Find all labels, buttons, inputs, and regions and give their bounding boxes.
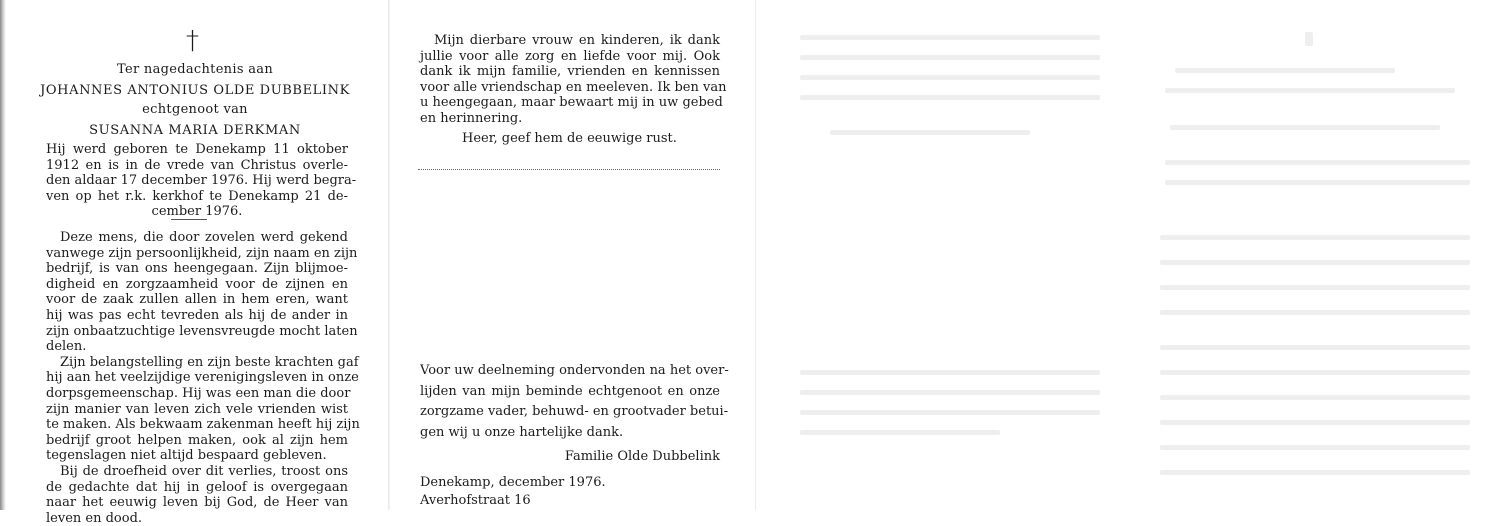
tribute-line: de gedachte dat hij in geloof is overgegaan: [46, 479, 348, 495]
bleed-through-text: [1160, 345, 1470, 350]
tribute-line: voor de zaak zullen allen in hem eren, want: [46, 292, 348, 308]
bio-line: Hij werd geboren te Denekamp 11 oktober: [46, 142, 348, 157]
tribute-line: hij was pas echt tevreden als hij de ander in: [46, 307, 348, 323]
bleed-through-text: [1160, 470, 1470, 475]
spouse-name: SUSANNA MARIA DERKMAN: [89, 123, 301, 138]
bio-line: den aldaar 17 december 1976. Hij werd begra-: [46, 173, 357, 189]
deceased-name: JOHANNES ANTONIUS OLDE DUBBELINK: [40, 83, 350, 98]
tribute-line: Deze mens, die door zovelen werd gekend: [60, 230, 348, 245]
bleed-through-text: [830, 130, 1030, 135]
tribute-paragraph: [46, 230, 360, 526]
tribute-line: zijn onbaatzuchtige levensvreugde mocht laten: [46, 323, 358, 339]
bio-line: 1912 en is in de vrede van Christus overle-: [46, 157, 348, 173]
bleed-through-text: [800, 35, 1100, 40]
tribute-line: naar het eeuwig leven bij God, de Heer van: [46, 495, 348, 511]
farewell-line: en herinnering.: [420, 110, 523, 126]
prayer-line: Heer, geef hem de eeuwige rust.: [462, 131, 677, 146]
card-fold: [388, 0, 390, 510]
bleed-through-text: [800, 410, 1100, 415]
bleed-through-text: [1175, 68, 1395, 73]
bleed-through-text: [1165, 180, 1470, 185]
biography-paragraph: [46, 142, 357, 220]
tribute-line: leven en dood.: [46, 510, 143, 526]
farewell-line: u heengegaan, maar bewaart mij in uw gebed: [420, 95, 723, 111]
bleed-through-text: [1170, 125, 1440, 130]
farewell-line: Mijn dierbare vrouw en kinderen, ik dank: [434, 33, 720, 48]
separator-rule: [171, 219, 207, 220]
tribute-line: Bij de droefheid over dit verlies, troost ons: [60, 463, 348, 479]
thanks-line: gen wij u onze hartelijke dank.: [420, 424, 624, 440]
thanks-paragraph: [420, 361, 729, 443]
tribute-line: vanwege zijn persoonlijkheid, zijn naam en zijn: [46, 245, 358, 261]
bleed-through-text: [800, 95, 1100, 100]
bleed-through-text: [1165, 160, 1470, 165]
bleed-through-text: [1160, 395, 1470, 400]
bleed-through-text: [1160, 285, 1470, 290]
place-date: Denekamp, december 1976.: [420, 475, 606, 490]
spouse-intro: echtgenoot van: [142, 102, 248, 117]
thanks-line: zorgzame vader, behuwd- en grootvader betui-: [420, 404, 729, 419]
bleed-through-text: [800, 55, 1100, 60]
thanks-line: lijden van mijn beminde echtgenoot en onze: [420, 383, 720, 399]
bio-line: cember 1976.: [151, 204, 243, 220]
tribute-line: dorpsgemeenschap. Hij was een man die door: [46, 385, 351, 401]
dotted-separator: [418, 169, 720, 170]
bleed-through-text: [800, 75, 1100, 80]
bleed-through-text: [800, 430, 1000, 435]
bleed-through-text: [1165, 88, 1455, 93]
bleed-through-text: [1160, 420, 1470, 425]
tribute-line: Zijn belangstelling en zijn beste krachten gaf: [60, 354, 359, 370]
bleed-through-cross: [1305, 32, 1313, 46]
family-signature: Familie Olde Dubbelink: [564, 449, 720, 464]
farewell-line: dank ik mijn familie, vrienden en kennissen: [420, 64, 720, 80]
bleed-through-text: [1160, 310, 1470, 315]
tribute-line: te maken. Als bekwaam zakenman heeft hij zijn: [46, 417, 360, 433]
bleed-through-text: [800, 370, 1100, 375]
bleed-through-text: [1160, 235, 1470, 240]
tribute-line: delen.: [46, 339, 87, 355]
farewell-line: voor alle vriendschap en meeleven. Ik ben van: [420, 79, 727, 95]
tribute-line: bedrijf, is van ons heengegaan. Zijn blijmoe-: [46, 261, 348, 277]
tribute-line: tegenslagen niet altijd bespaard gebleven.: [46, 448, 327, 464]
tribute-line: hij aan het veelzijdige verenigingsleven in onze: [46, 370, 359, 386]
card-heading: Ter nagedachtenis aan: [117, 62, 273, 77]
tribute-line: digheid en zorgzaamheid voor de zijnen en: [46, 276, 348, 292]
address: Averhofstraat 16: [420, 493, 531, 508]
cross-icon: †: [186, 26, 199, 56]
farewell-paragraph: [420, 33, 727, 127]
farewell-line: jullie voor alle zorg en liefde voor mij. Ook: [420, 48, 720, 64]
bleed-through-text: [800, 390, 1100, 395]
bleed-through-text: [1160, 370, 1470, 375]
thanks-line: Voor uw deelneming ondervonden na het over-: [420, 363, 729, 378]
tribute-line: bedrijf groot helpen maken, ook al zijn hem: [46, 432, 348, 448]
tribute-line: zijn manier van leven zich vele vrienden wist: [46, 401, 348, 417]
bio-line: ven op het r.k. kerkhof te Denekamp 21 de-: [46, 188, 348, 204]
bleed-through-text: [1160, 445, 1470, 450]
bleed-through-text: [1160, 260, 1470, 265]
